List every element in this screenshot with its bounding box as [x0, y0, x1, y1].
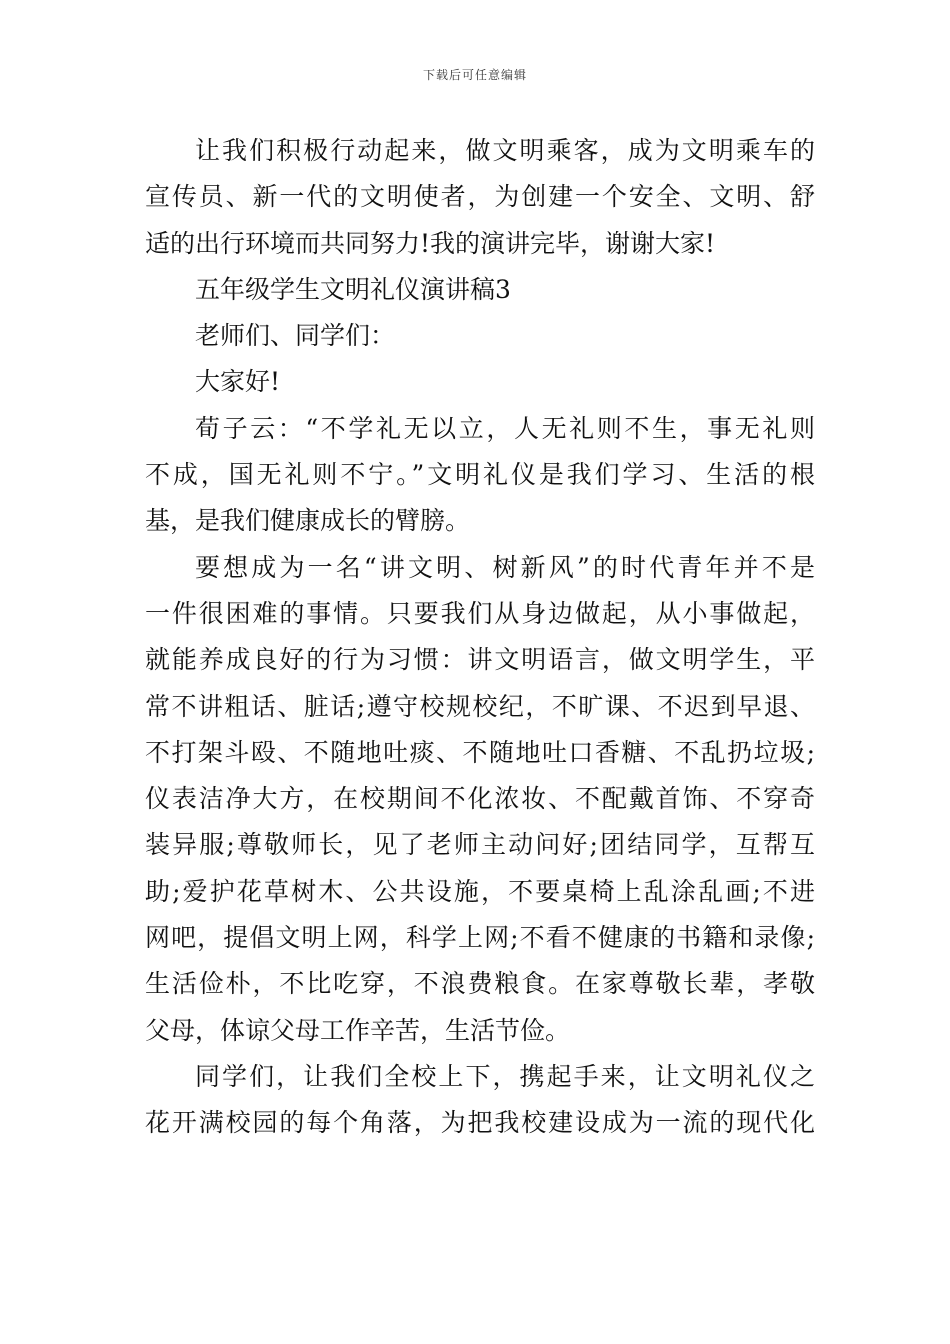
text-line: 要想成为一名“讲文明、树新风”的时代青年并不是: [195, 552, 815, 582]
text-line: 大家好!: [195, 367, 281, 397]
paragraph: [145, 128, 815, 267]
text-line: 助;爱护花草树木、公共设施，不要桌椅上乱涂乱画;不进: [145, 876, 815, 906]
text-line: 花开满校园的每个角落，为把我校建设成为一流的现代化: [145, 1108, 815, 1138]
document-body: [145, 128, 815, 1147]
text-line: 老师们、同学们：: [195, 321, 396, 351]
text-line: 父母，体谅父母工作辛苦，生活节俭。: [145, 1015, 571, 1045]
page-header: 下载后可任意编辑: [422, 68, 527, 82]
text-line: 不打架斗殴、不随地吐痰、不随地吐口香糖、不乱扔垃圾;: [145, 737, 815, 767]
text-line: 生活俭朴，不比吃穿，不浪费粮食。在家尊敬长辈，孝敬: [145, 969, 815, 999]
text-line: 让我们积极行动起来，做文明乘客，成为文明乘车的: [195, 136, 815, 165]
text-line: 不成，国无礼则不宁。”文明礼仪是我们学习、生活的根: [145, 460, 815, 490]
salutation: [145, 313, 815, 359]
text-line: 五年级学生文明礼仪演讲稿3: [195, 274, 511, 304]
text-line: 同学们，让我们全校上下，携起手来，让文明礼仪之: [195, 1061, 815, 1091]
text-line: 就能养成良好的行为习惯：讲文明语言，做文明学生，平: [145, 645, 815, 675]
text-line: 仪表洁净大方，在校期间不化浓妆、不配戴首饰、不穿奇: [145, 784, 815, 814]
greeting: [145, 359, 815, 405]
text-line: 常不讲粗话、脏话;遵守校规校纪，不旷课、不迟到早退、: [145, 691, 815, 721]
paragraph: [145, 1054, 815, 1147]
text-line: 适的出行环境而共同努力!我的演讲完毕，谢谢大家!: [145, 228, 716, 258]
text-line: 基，是我们健康成长的臂膀。: [145, 506, 471, 536]
speech-title: [145, 267, 815, 313]
paragraph: [145, 545, 815, 1054]
text-line: 网吧，提倡文明上网，科学上网;不看不健康的书籍和录像;: [145, 923, 815, 953]
paragraph: [145, 406, 815, 545]
text-line: 宣传员、新一代的文明使者，为创建一个安全、文明、舒: [145, 182, 815, 212]
text-line: 一件很困难的事情。只要我们从身边做起，从小事做起，: [145, 598, 815, 628]
text-line: 装异服;尊敬师长，见了老师主动问好;团结同学，互帮互: [145, 830, 815, 860]
text-line: 荀子云：“不学礼无以立，人无礼则不生，事无礼则: [195, 413, 815, 443]
